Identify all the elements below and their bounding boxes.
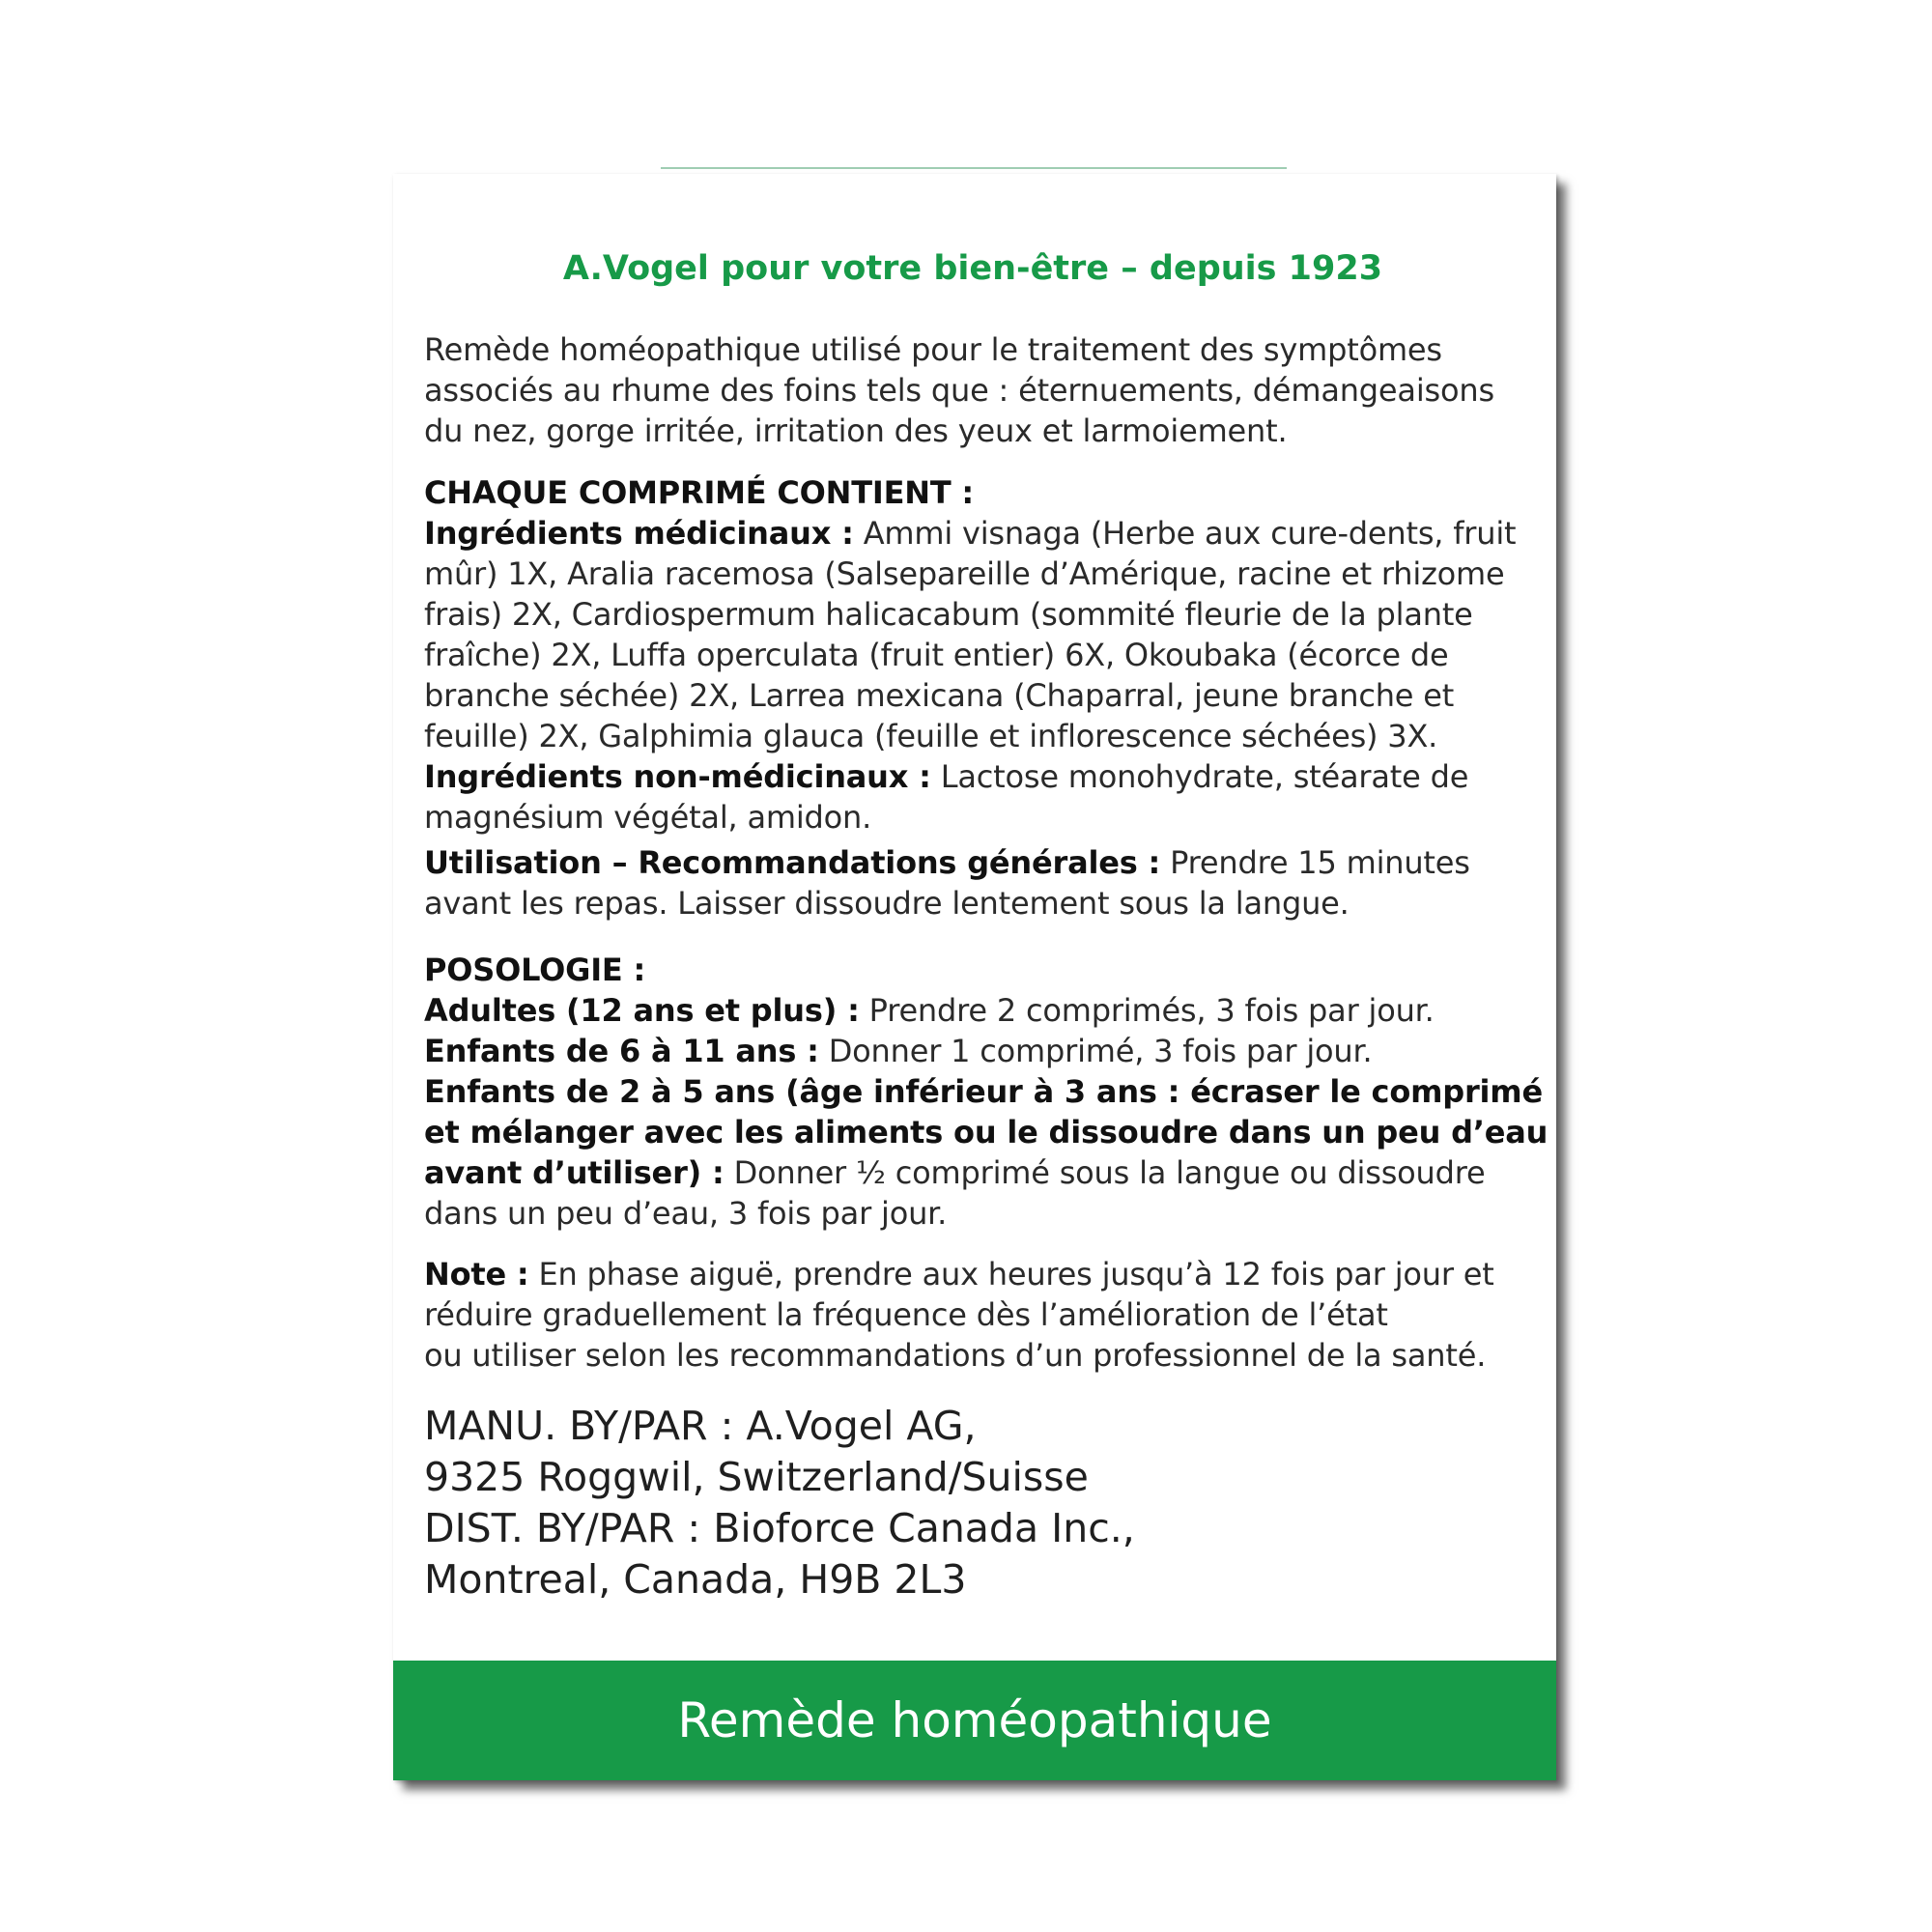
note-line: ou utiliser selon les recommandations d’un professionnel de la santé. (424, 1337, 1487, 1374)
non-medicinal-label: Ingrédients non-médicinaux : (424, 758, 931, 795)
usage-line: avant les repas. Laisser dissoudre lentement sous la langue. (424, 885, 1350, 922)
children-6-11-dosage (424, 1031, 1521, 1071)
children-2-5-label: Enfants de 2 à 5 ans (âge inférieur à 3 ans : écraser le comprimé (424, 1073, 1543, 1110)
medicinal-label: Ingrédients médicinaux : (424, 515, 854, 552)
children-2-5-label: et mélanger avec les aliments ou le dissoudre dans un peu d’eau (424, 1114, 1548, 1151)
posology-section (424, 950, 1548, 1234)
note-text: En phase aiguë, prendre aux heures jusqu’à 12 fois par jour et (528, 1256, 1494, 1293)
medicinal-line: fraîche) 2X, Luffa operculata (fruit entier) 6X, Okoubaka (écorce de (424, 637, 1449, 673)
usage-label: Utilisation – Recommandations générales : (424, 844, 1161, 881)
children-2-5-text-line: dans un peu d’eau, 3 fois par jour. (424, 1195, 948, 1232)
manufacturer-line: MANU. BY/PAR : A.Vogel AG, (424, 1403, 977, 1449)
non-medicinal-line: magnésium végétal, amidon. (424, 799, 872, 836)
manufacturer-info (424, 1401, 1135, 1605)
footer-category-band (393, 1661, 1556, 1780)
children-2-5-label-line (424, 1071, 1543, 1112)
usage-section (424, 842, 1521, 923)
manufacturer-line: 9325 Roggwil, Switzerland/Suisse (424, 1454, 1089, 1500)
medicinal-line: branche séchée) 2X, Larrea mexicana (Chaparral, jeune branche et (424, 677, 1455, 714)
brand-tagline: A.Vogel pour votre bien-être – depuis 1923 (562, 249, 1383, 288)
distributor-line: DIST. BY/PAR : Bioforce Canada Inc., (424, 1505, 1135, 1551)
children-2-5-label: avant d’utiliser) : (424, 1154, 724, 1191)
usage-line (424, 842, 1521, 883)
note-section (424, 1254, 1521, 1376)
ingredients-section (424, 472, 1521, 838)
children-6-11-text: Donner 1 comprimé, 3 fois par jour. (818, 1033, 1373, 1069)
footer-category-label: Remède homéopathique (677, 1692, 1272, 1748)
children-2-5-dosage (424, 1152, 1521, 1193)
non-medicinal-line (424, 756, 1521, 797)
medicinal-line: feuille) 2X, Galphimia glauca (feuille et inflorescence séchées) 3X. (424, 718, 1438, 754)
intro-line: associés au rhume des foins tels que : éternuements, démangeaisons (424, 372, 1494, 409)
distributor-line: Montreal, Canada, H9B 2L3 (424, 1556, 967, 1603)
medicinal-text: Ammi visnaga (Herbe aux cure-dents, fruit (853, 515, 1517, 552)
children-2-5-text: Donner ½ comprimé sous la langue ou dissoudre (724, 1154, 1486, 1191)
note-line: réduire graduellement la fréquence dès l’amélioration de l’état (424, 1296, 1388, 1333)
top-divider (661, 167, 1287, 169)
product-label-card (393, 174, 1556, 1780)
adults-text: Prendre 2 comprimés, 3 fois par jour. (859, 992, 1435, 1029)
intro-line: Remède homéopathique utilisé pour le traitement des symptômes (424, 331, 1442, 368)
indication-paragraph (424, 329, 1521, 451)
note-line (424, 1254, 1521, 1294)
ingredients-heading: CHAQUE COMPRIMÉ CONTIENT : (424, 474, 975, 511)
adults-label: Adultes (12 ans et plus) : (424, 992, 860, 1029)
medicinal-line (424, 513, 1521, 554)
posology-heading: POSOLOGIE : (424, 952, 646, 988)
non-medicinal-text: Lactose monohydrate, stéarate de (930, 758, 1469, 795)
usage-text: Prendre 15 minutes (1160, 844, 1470, 881)
intro-line: du nez, gorge irritée, irritation des yeux et larmoiement. (424, 412, 1288, 449)
note-label: Note : (424, 1256, 529, 1293)
medicinal-line: frais) 2X, Cardiospermum halicacabum (sommité fleurie de la plante (424, 596, 1473, 633)
children-2-5-label-line (424, 1112, 1548, 1152)
adults-dosage (424, 990, 1521, 1031)
medicinal-line: mûr) 1X, Aralia racemosa (Salsepareille d’Amérique, racine et rhizome (424, 555, 1505, 592)
children-6-11-label: Enfants de 6 à 11 ans : (424, 1033, 819, 1069)
